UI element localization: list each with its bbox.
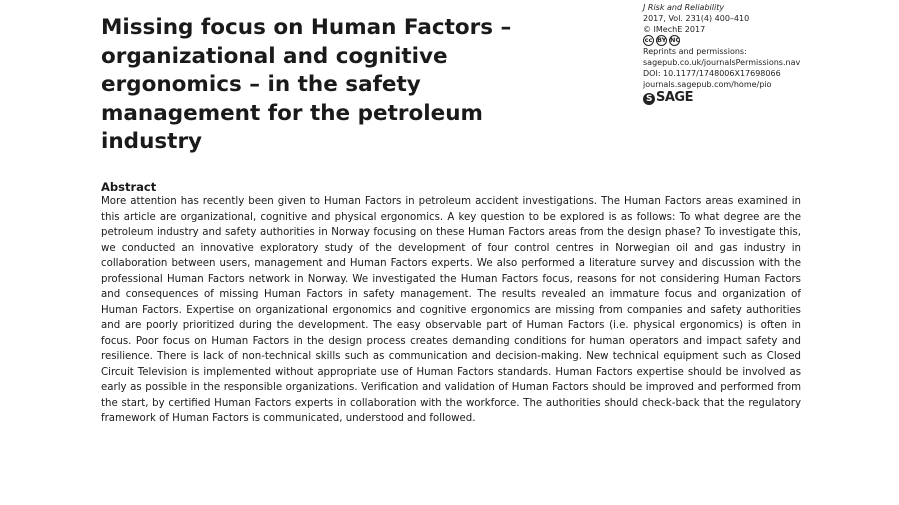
journal-metadata — [643, 3, 883, 105]
citation: 2017, Vol. 231(4) 400–410 — [643, 13, 750, 23]
cc-icon: cc — [644, 36, 653, 45]
journal-name: J Risk and Reliability — [643, 3, 725, 12]
cc-nc-icon: NC — [670, 36, 681, 45]
journal-link[interactable]: journals.sagepub.com/home/pio — [643, 79, 772, 89]
abstract-heading: Abstract — [101, 180, 157, 194]
abstract-text: More attention has recently been given to Human Factors in petroleum accident investigations. The Human Factors areas examined in this article are organizational, cognitive and physical ergonomics. A key question to be explored is as follows: To what degree are the petroleum industry and safety authorities in Norway focusing on these Human Factors areas from the design phase? To investigate this, we conducted an innovative exploratory study of the development of four control centres in Norwegian oil and gas industry in collaboration between users, management and Human Factors experts. We also performed a literature survey and discussion with the professional Human Factors network in Norway. We investigated the Human Factors focus, reasons for not considering Human Factors and consequences of missing Human Factors in safety management. The results revealed an immature focus and organization of Human Factors. Expertise on organizational ergonomics and cognitive ergonomics are missing from companies and safety authorities and are poorly prioritized during the development. The easy observable part of Human Factors (i.e. physical ergonomics) is often in focus. Poor focus on Human Factors in the design process creates demanding conditions for human operators and impact safety and resilience. There is lack of non-technical skills such as communication and decision-making. New technical equipment such as Closed Circuit Television is implemented without appropriate use of Human Factors standards. Human Factors expertise should be involved as early as possible in the responsible organizations. Verification and validation of Human Factors should be improved and performed from the start, by certified Human Factors experts in collaboration with the workforce. The authorities should check-back that the regulatory framework of Human Factors is communicated, understood and followed. — [101, 196, 801, 424]
publisher-logo — [643, 90, 883, 106]
reprints-link[interactable]: sagepub.co.uk/journalsPermissions.nav — [643, 58, 801, 68]
creative-commons-badge — [643, 35, 883, 46]
publisher-name: SAGE — [656, 90, 693, 106]
copyright: © IMechE 2017 — [643, 24, 706, 34]
doi[interactable]: DOI: 10.1177/1748006X17698066 — [643, 68, 781, 78]
reprints-label: Reprints and permissions: — [643, 47, 747, 57]
article-title: Missing focus on Human Factors – organizational and cognitive ergonomics – in the safety management for the petroleum industry — [101, 15, 512, 155]
sage-icon: S — [643, 93, 655, 105]
cc-by-icon: BY — [657, 36, 667, 45]
